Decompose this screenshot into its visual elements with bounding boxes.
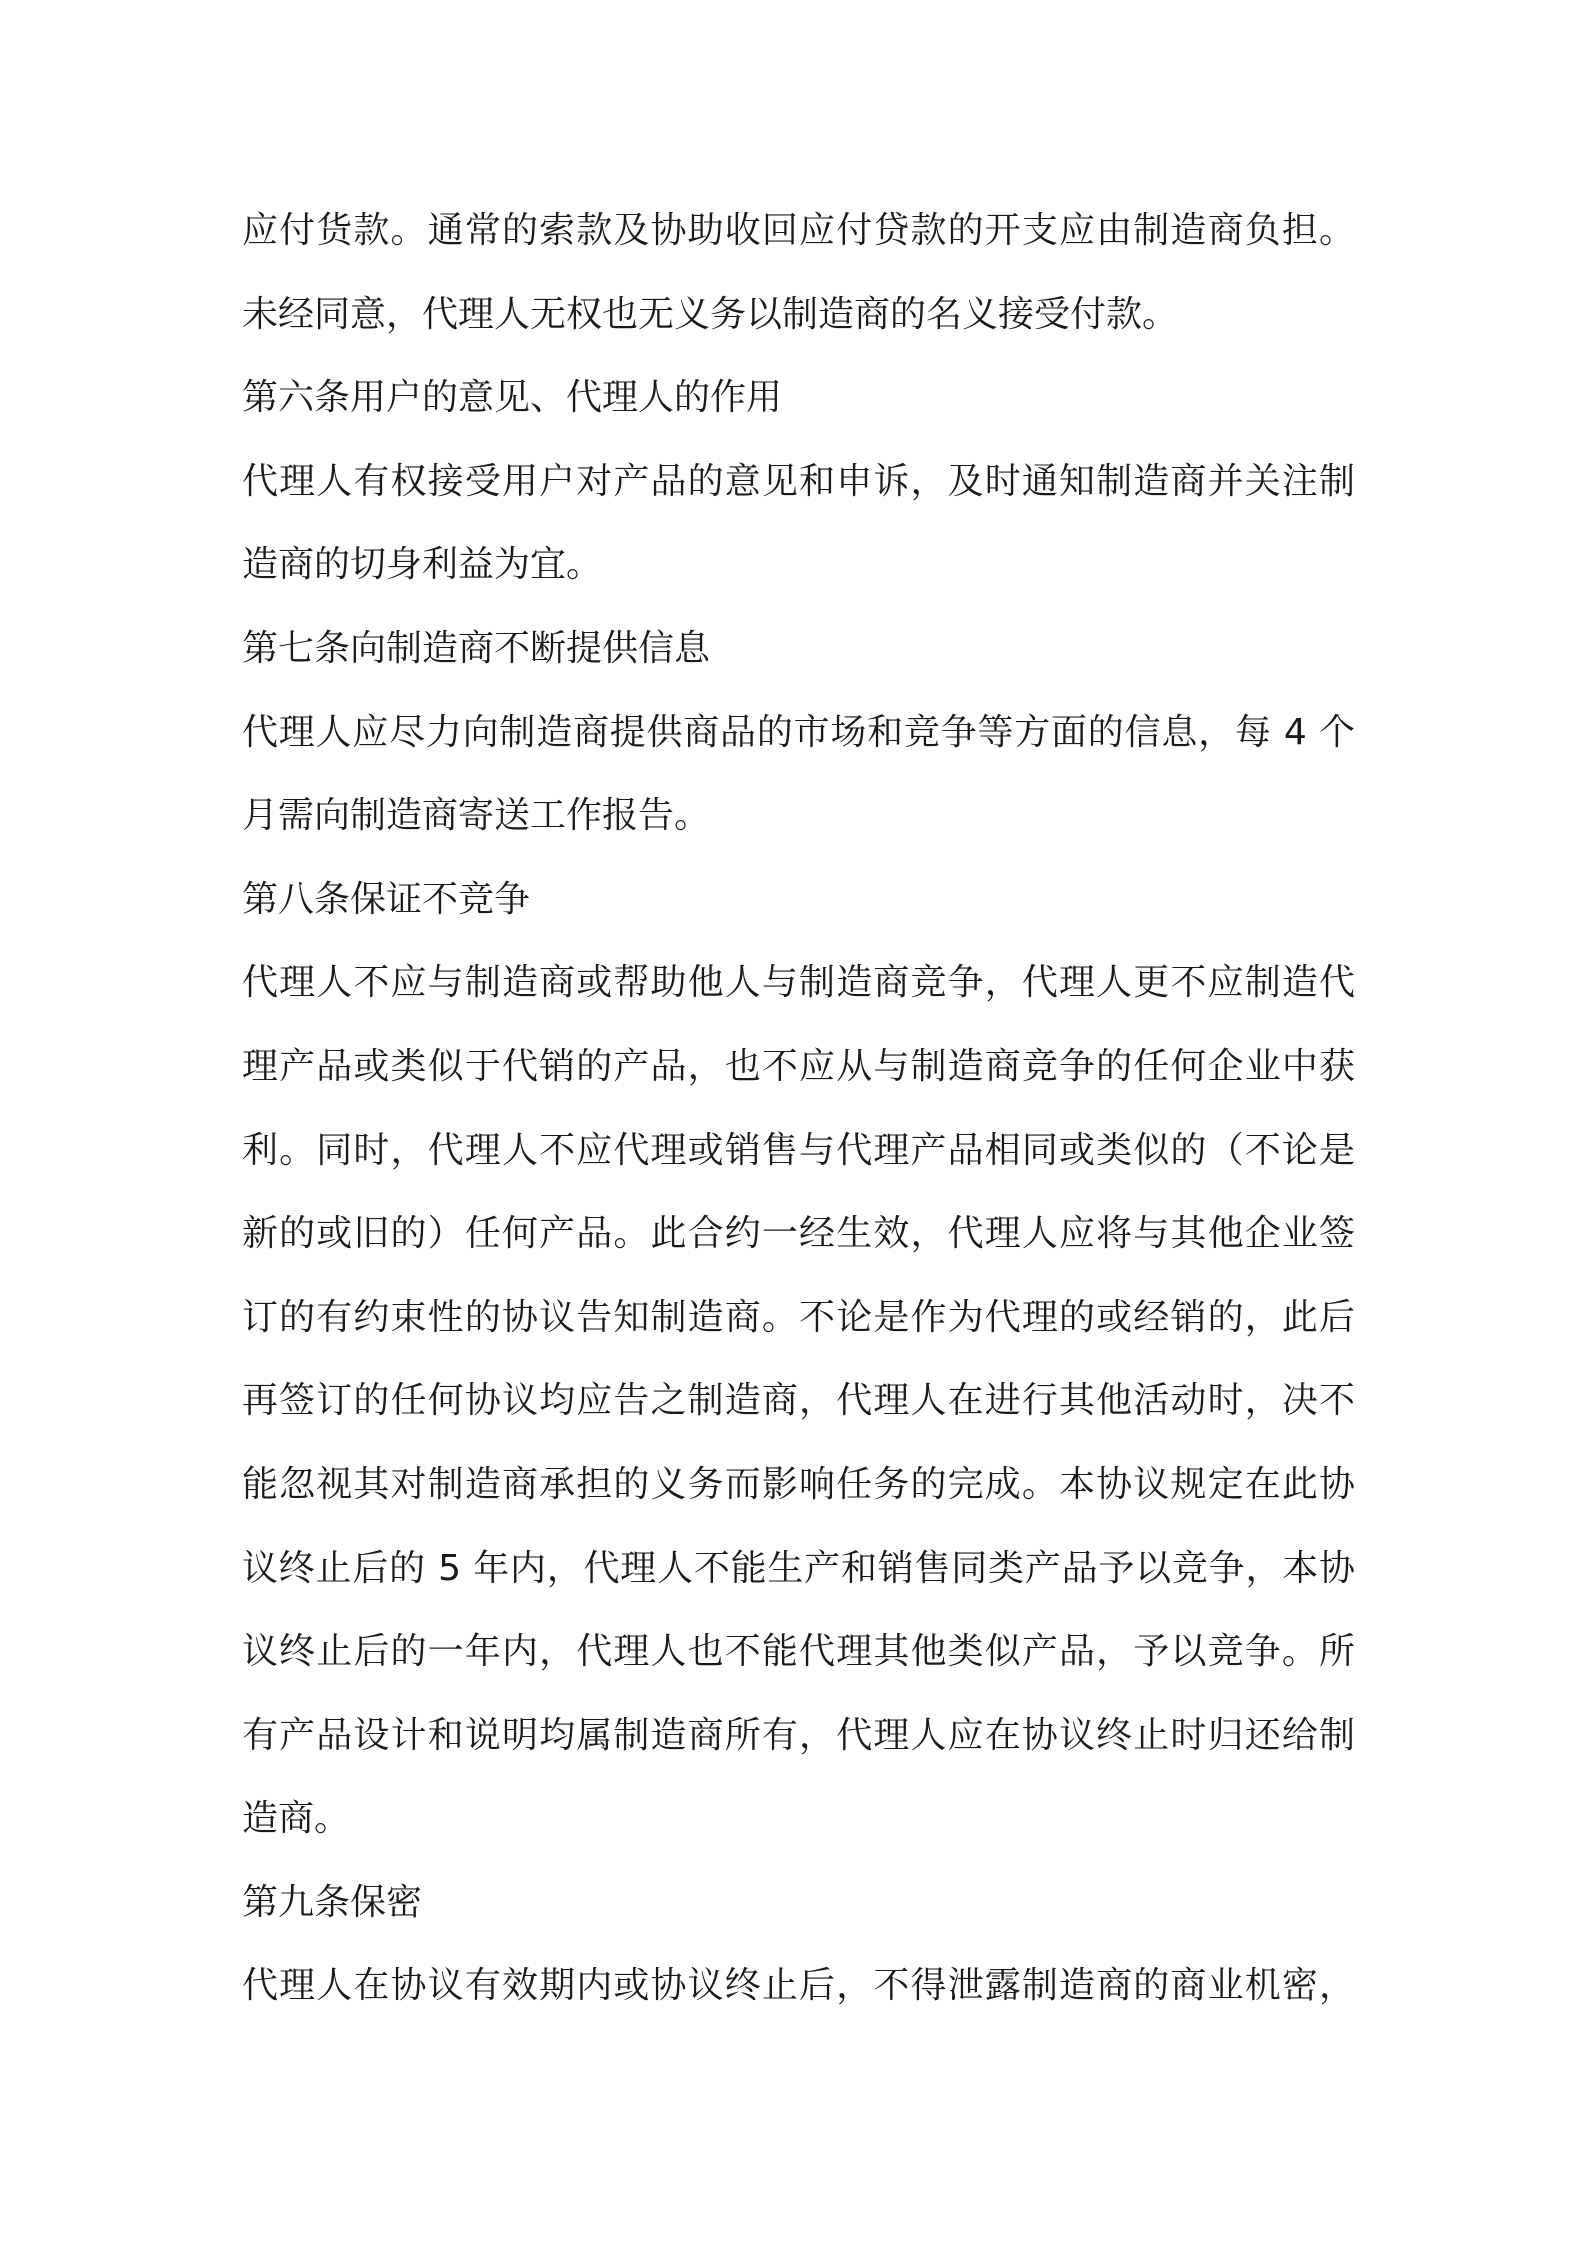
body-line: 利。同时，代理人不应代理或销售与代理产品相同或类似的（不论是 [242,1129,1355,1171]
body-line: 代理人应尽力向制造商提供商品的市场和竞争等方面的信息，每 4 个 [242,711,1355,753]
body-line: 应付货款。通常的索款及协助收回应付贷款的开支应由制造商负担。 [242,210,1355,251]
body-line: 议终止后的一年内，代理人也不能代理其他类似产品，予以竞争。所 [242,1631,1355,1673]
body-line: 能忽视其对制造商承担的义务而影响任务的完成。本协议规定在此协 [242,1463,1355,1505]
article-7-section [242,607,1355,858]
body-line: 未经同意，代理人无权也无义务以制造商的名义接受付款。 [242,293,1179,335]
document-page [242,189,1355,2028]
article-9-section [242,1861,1355,2028]
body-line: 代理人不应与制造商或帮助他人与制造商竞争，代理人更不应制造代 [242,962,1355,1004]
section-heading: 第六条用户的意见、代理人的作用 [242,377,783,419]
continued-paragraph [242,189,1355,356]
body-line: 造商的切身利益为宜。 [242,544,603,586]
body-line: 代理人有权接受用户对产品的意见和申诉，及时通知制造商并关注制 [242,460,1355,502]
section-heading: 第八条保证不竞争 [242,878,531,920]
body-line: 订的有约束性的协议告知制造商。不论是作为代理的或经销的，此后 [242,1296,1355,1338]
article-8-section [242,858,1355,1861]
body-line: 代理人在协议有效期内或协议终止后，不得泄露制造商的商业机密， [242,1965,1355,2007]
body-line: 议终止后的 5 年内，代理人不能生产和销售同类产品予以竞争，本协 [242,1547,1355,1589]
section-heading: 第七条向制造商不断提供信息 [242,627,711,669]
body-line: 再签订的任何协议均应告之制造商，代理人在进行其他活动时，决不 [242,1380,1355,1422]
section-heading: 第九条保密 [242,1881,423,1923]
article-6-section [242,356,1355,607]
body-line: 月需向制造商寄送工作报告。 [242,795,711,837]
body-line: 有产品设计和说明均属制造商所有，代理人应在协议终止时归还给制 [242,1714,1355,1756]
body-line: 理产品或类似于代销的产品，也不应从与制造商竞争的任何企业中获 [242,1045,1355,1087]
body-line: 新的或旧的）任何产品。此合约一经生效，代理人应将与其他企业签 [242,1213,1355,1255]
body-line: 造商。 [242,1798,351,1840]
